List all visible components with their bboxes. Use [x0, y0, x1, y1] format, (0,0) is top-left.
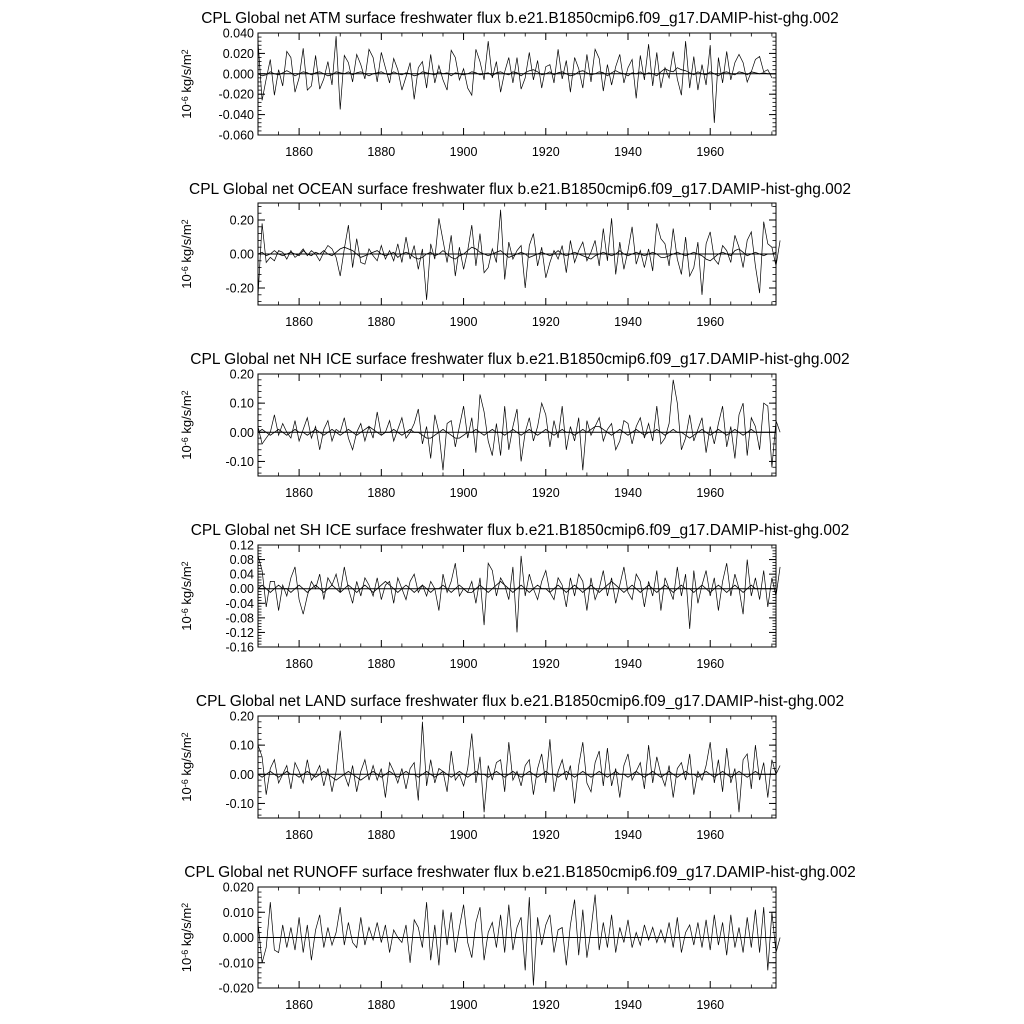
y-axis-label-unit: kg/s/m [179, 907, 194, 950]
y-axis-label-unit-exp: 2 [179, 902, 190, 908]
x-tick-label: 1920 [531, 315, 560, 329]
x-tick-label: 1860 [285, 315, 314, 329]
series-line-1 [258, 210, 780, 300]
x-tick-label: 1960 [696, 145, 725, 159]
y-axis-label-base: 10 [179, 616, 194, 631]
x-tick-label: 1900 [449, 998, 478, 1012]
x-tick-label: 1940 [614, 828, 642, 842]
x-tick-label: 1940 [614, 998, 642, 1012]
y-axis-label-unit-exp: 2 [179, 561, 190, 567]
y-axis-label-unit-exp: 2 [179, 732, 190, 738]
y-tick-label: -0.20 [225, 281, 254, 296]
y-axis-label-exp: -6 [179, 266, 190, 275]
y-axis-label [179, 49, 194, 118]
x-tick-label: 1940 [614, 486, 642, 500]
y-tick-label: 0.000 [222, 931, 254, 945]
y-axis-label-unit: kg/s/m [179, 566, 194, 609]
chart-title: CPL Global net RUNOFF surface freshwater flux b.e21.B1850cmip6.f09_g17.DAMIP-hist-ghg.002 [184, 864, 856, 881]
y-tick-label: -0.10 [225, 454, 254, 469]
y-tick-label: -0.12 [225, 625, 254, 640]
panel-1 [179, 10, 839, 159]
x-tick-label: 1900 [449, 315, 478, 329]
x-tick-label: 1960 [696, 998, 725, 1012]
y-tick-label: 0.20 [229, 709, 254, 724]
series-line-1 [258, 380, 780, 470]
panel-5 [179, 693, 844, 842]
x-tick-label: 1860 [285, 998, 314, 1012]
chart-title: CPL Global net ATM surface freshwater flux b.e21.B1850cmip6.f09_g17.DAMIP-hist-ghg.002 [201, 10, 839, 27]
y-tick-label: 0.00 [229, 767, 254, 782]
panel-4 [179, 522, 849, 671]
y-tick-label: -0.10 [225, 796, 254, 811]
x-tick-label: 1860 [285, 145, 314, 159]
y-axis-label-unit: kg/s/m [179, 54, 194, 97]
y-axis-label-exp: -6 [179, 608, 190, 617]
series-line-2 [258, 581, 772, 592]
y-axis-label-exp: -6 [179, 949, 190, 958]
panel-3 [179, 351, 850, 500]
y-axis-label-exp: -6 [179, 779, 190, 788]
y-tick-label: 0.020 [222, 46, 254, 61]
x-tick-label: 1900 [449, 486, 478, 500]
panel-2 [179, 181, 851, 329]
y-axis-label-base: 10 [179, 787, 194, 802]
x-tick-label: 1880 [367, 486, 396, 500]
y-tick-label: -0.020 [218, 981, 254, 996]
y-axis-label-unit-exp: 2 [179, 49, 190, 55]
chart-title: CPL Global net LAND surface freshwater flux b.e21.B1850cmip6.f09_g17.DAMIP-hist-ghg.002 [195, 693, 845, 710]
y-tick-label: 0.12 [229, 538, 254, 553]
x-tick-label: 1900 [449, 657, 478, 671]
y-tick-label: -0.04 [225, 596, 254, 611]
panel-6 [179, 864, 856, 1012]
x-tick-label: 1960 [696, 486, 725, 500]
series-line-1 [258, 556, 780, 633]
x-tick-label: 1960 [696, 315, 725, 329]
y-tick-label: -0.060 [218, 128, 254, 143]
plot-frame [258, 374, 776, 476]
y-axis-label-unit-exp: 2 [179, 219, 190, 225]
y-axis-label [179, 219, 194, 288]
x-tick-label: 1880 [367, 145, 396, 159]
series-line-1 [258, 36, 772, 123]
y-tick-label: 0.00 [229, 425, 254, 440]
y-axis-label [179, 903, 194, 972]
y-tick-label: 0.000 [222, 67, 254, 82]
x-tick-label: 1880 [367, 315, 396, 329]
y-tick-label: 0.08 [229, 553, 254, 568]
chart-title: CPL Global net OCEAN surface freshwater flux b.e21.B1850cmip6.f09_g17.DAMIP-hist-ghg.002 [189, 181, 851, 198]
y-tick-label: 0.10 [229, 396, 254, 411]
y-tick-label: -0.010 [218, 956, 254, 971]
y-axis-label [179, 390, 194, 459]
y-axis-label-unit: kg/s/m [179, 395, 194, 438]
x-tick-label: 1860 [285, 657, 314, 671]
x-tick-label: 1920 [531, 145, 560, 159]
y-tick-label: -0.08 [225, 611, 254, 626]
x-tick-label: 1860 [285, 828, 314, 842]
x-tick-label: 1880 [367, 998, 396, 1012]
y-tick-label: 0.10 [229, 738, 254, 753]
y-tick-label: 0.20 [229, 367, 254, 382]
x-tick-label: 1920 [531, 998, 560, 1012]
y-axis-label-base: 10 [179, 104, 194, 119]
plot-frame [258, 716, 776, 818]
y-axis-label [179, 561, 194, 630]
y-axis-label-base: 10 [179, 445, 194, 460]
y-tick-label: 0.20 [229, 213, 254, 228]
chart-title: CPL Global net SH ICE surface freshwater flux b.e21.B1850cmip6.f09_g17.DAMIP-hist-ghg.002 [190, 522, 850, 539]
series-line-1 [258, 722, 780, 812]
x-tick-label: 1920 [531, 828, 560, 842]
y-axis-label-exp: -6 [179, 437, 190, 446]
y-tick-label: 0.020 [222, 880, 254, 895]
y-tick-label: -0.16 [225, 640, 254, 655]
y-axis-label-base: 10 [179, 957, 194, 973]
y-axis-label-exp: -6 [179, 96, 190, 105]
y-axis-label [179, 732, 194, 801]
chart-title: CPL Global net NH ICE surface freshwater flux b.e21.B1850cmip6.f09_g17.DAMIP-hist-ghg.002 [190, 351, 850, 368]
x-tick-label: 1920 [531, 657, 560, 671]
x-tick-label: 1900 [449, 145, 478, 159]
x-tick-label: 1880 [367, 657, 396, 671]
x-tick-label: 1860 [285, 486, 314, 500]
x-tick-label: 1960 [696, 657, 725, 671]
y-axis-label-unit: kg/s/m [179, 737, 194, 780]
y-tick-label: 0.040 [222, 26, 254, 41]
x-tick-label: 1940 [614, 315, 642, 329]
y-tick-label: 0.04 [229, 567, 254, 582]
x-tick-label: 1940 [614, 657, 642, 671]
series-line-1 [258, 895, 780, 986]
y-axis-label-unit: kg/s/m [179, 224, 194, 267]
y-tick-label: 0.00 [229, 247, 254, 262]
y-tick-label: -0.040 [218, 108, 254, 123]
y-axis-label-unit-exp: 2 [179, 390, 190, 396]
x-tick-label: 1900 [449, 828, 478, 842]
y-tick-label: 0.010 [222, 905, 254, 920]
y-axis-label-base: 10 [179, 274, 194, 289]
x-tick-label: 1920 [531, 486, 560, 500]
y-tick-label: 0.00 [229, 582, 254, 597]
x-tick-label: 1880 [367, 828, 396, 842]
x-tick-label: 1940 [614, 145, 642, 159]
y-tick-label: -0.020 [218, 87, 254, 102]
plot-frame [258, 33, 776, 135]
x-tick-label: 1960 [696, 828, 725, 842]
